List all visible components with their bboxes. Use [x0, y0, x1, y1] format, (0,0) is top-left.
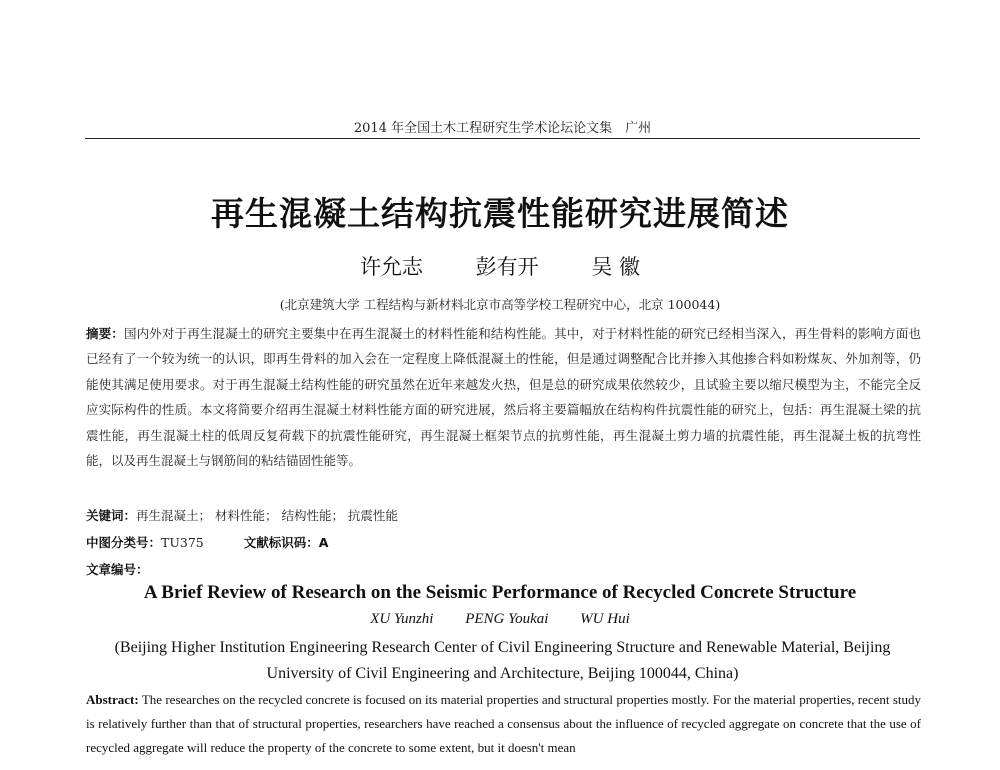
abstract-label: 摘要：: [86, 326, 124, 341]
abstract-label: Abstract:: [86, 692, 139, 707]
running-head: 2014 年全国土木工程研究生学术论坛论文集 广州: [353, 121, 652, 136]
author-name: 彭有开: [475, 255, 539, 279]
abstract-text: The researches on the recycled concrete is focused on its material properties and structural properties mostly. For the material properties, recent study is relatively further than that of structural properties, researchers have reached a consensus about the influence of recycled aggregate on concrete that the use of recycled aggregate will reduce the property of the concrete to some extent, but it doesn't mean: [86, 692, 921, 755]
keywords-text: 再生混凝土； 材料性能； 结构性能； 抗震性能: [136, 508, 398, 523]
abstract-text: 国内外对于再生混凝土的研究主要集中在再生混凝土的材料性能和结构性能。其中，对于材料性能的研究已经相当深入，再生骨料的影响方面也已经有了一个较为统一的认识，即再生骨料的加入会在一定程度上降低混凝土的性能，但是通过调整配合比并掺入其他掺合料如粉煤灰、外加剂等，仍能使其满足使用要求。对于再生混凝土结构性能的研究虽然在近年来越发火热，但是总的研究成果依然较少，且试验主要以缩尺模型为主，不能完全反应实际构件的性质。本文将简要介绍再生混凝土材料性能方面的研究进展，然后将主要篇幅放在结构构件抗震性能的研究上，包括：再生混凝土梁的抗震性能，再生混凝土柱的低周反复荷载下的抗震性能研究，再生混凝土框架节点的抗剪性能，再生混凝土剪力墙的抗震性能，再生混凝土板的抗弯性能，以及再生混凝土与钢筋间的粘结锚固性能等。: [86, 326, 921, 469]
doc-code-label: 文献标识码：: [243, 535, 319, 550]
article-number-label: 文章编号：: [86, 562, 149, 577]
chinese-title: 再生混凝土结构抗震性能研究进展简述: [211, 194, 789, 233]
keywords-line: [86, 506, 398, 524]
chinese-authors: [0, 251, 1000, 281]
article-number-line: [86, 560, 149, 578]
chinese-affiliation: (北京建筑大学 工程结构与新材料北京市高等学校工程研究中心，北京 100044): [279, 297, 721, 312]
author-name: XU Yunzhi: [370, 611, 434, 627]
author-name: 许允志: [359, 255, 423, 279]
english-authors: [0, 611, 1000, 628]
author-name: 吴 徽: [591, 255, 641, 279]
author-name: PENG Youkai: [465, 611, 549, 627]
doc-code-value: A: [318, 535, 329, 550]
clc-value: TU375: [161, 535, 204, 550]
classification-line: [86, 533, 328, 551]
header-rule: [85, 138, 920, 139]
english-affiliation: (Beijing Higher Institution Engineering Research Center of Civil Engineering Structure and Renewable Material, Beijing University of Civil Engineering and Architecture, Beijing 100044, China): [114, 639, 891, 682]
english-abstract: [86, 688, 921, 760]
chinese-abstract: [86, 321, 921, 473]
author-name: WU Hui: [580, 611, 630, 627]
english-title: A Brief Review of Research on the Seismic Performance of Recycled Concrete Structure: [143, 582, 857, 603]
keywords-label: 关键词：: [86, 508, 137, 523]
clc-label: 中图分类号：: [86, 535, 162, 550]
